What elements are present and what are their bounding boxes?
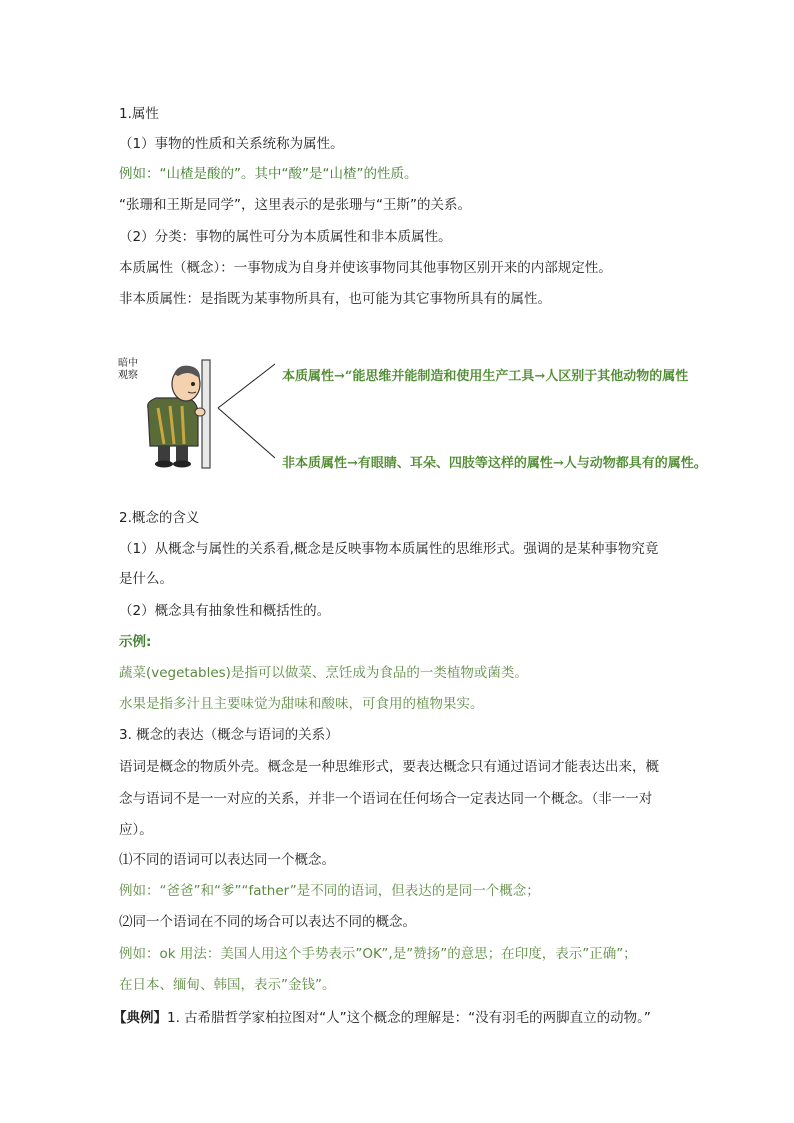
nonessential-attribute-note: 非本质属性→有眼睛、耳朵、四肢等这样的属性→人与动物都具有的属性。 (282, 456, 707, 471)
section-1-paragraph: 本质属性（概念）：一事物成为自身并使该事物同其他事物区别开来的内部规定性。 (119, 260, 612, 276)
section-3-paragraph: 应）。 (119, 822, 153, 838)
section-2-example-label: 示例: (119, 634, 152, 650)
section-1-example: 例如：“山楂是酸的”。其中“酸”是“山楂”的性质。 (119, 166, 418, 182)
section-3-paragraph: 念与语词不是一一对应的关系，并非一个语词在任何场合一定表达同一个概念。（非一一对 (119, 791, 653, 807)
section-2-example: 蔬菜(vegetables)是指可以做菜、烹饪成为食品的一类植物或菌类。 (119, 665, 528, 681)
section-3-example: 在日本、缅甸、韩国，表示”金钱”。 (119, 977, 336, 993)
section-3-paragraph: 语词是概念的物质外壳。概念是一种思维形式，要表达概念只有通过语词才能表达出来，概 (119, 759, 659, 775)
typical-example (113, 1008, 651, 1028)
essential-attribute-note: 本质属性→“能思维并能制造和使用生产工具→人区别于其他动物的属性 (282, 369, 689, 384)
section-3-paragraph: ⑴不同的语词可以表达同一个概念。 (119, 852, 335, 868)
section-3-example: 例如：“爸爸”和“爹”“father”是不同的语词，但表达的是同一个概念； (119, 883, 540, 899)
section-1-paragraph: 非本质属性：是指既为某事物所具有，也可能为其它事物所具有的属性。 (119, 291, 551, 307)
section-3-example: 例如：ok 用法：美国人用这个手势表示”OK”,是”赞扬”的意思；在印度，表示”正确”； (119, 946, 637, 962)
section-2-paragraph: 是什么。 (119, 571, 173, 587)
typical-example-tag: 【典例】 (113, 1010, 167, 1026)
bracket-lines (205, 350, 285, 470)
figure-caption: 暗中 观察 (118, 358, 138, 381)
section-2-heading: 2.概念的含义 (119, 510, 200, 526)
section-2-paragraph: （1）从概念与属性的关系看,概念是反映事物本质属性的思维形式。强调的是某种事物究竟 (119, 541, 659, 557)
typical-example-text: 1. 古希腊哲学家柏拉图对“人”这个概念的理解是：“没有羽毛的两脚直立的动物。” (167, 1010, 651, 1026)
section-2-paragraph: （2）概念具有抽象性和概括性的。 (119, 603, 331, 619)
section-2-example: 水果是指多汁且主要味觉为甜味和酸味，可食用的植物果实。 (119, 696, 484, 712)
section-3-paragraph: ⑵同一个语词在不同的场合可以表达不同的概念。 (119, 914, 416, 930)
cartoon-illustration (118, 358, 218, 468)
section-1-paragraph: “张珊和王斯是同学”，这里表示的是张珊与“王斯”的关系。 (119, 197, 471, 213)
section-1-paragraph: （2）分类：事物的属性可分为本质属性和非本质属性。 (119, 229, 452, 245)
section-1-heading: 1.属性 (119, 106, 159, 122)
section-1-paragraph: （1）事物的性质和关系统称为属性。 (119, 136, 344, 152)
section-3-heading: 3. 概念的表达（概念与语词的关系） (119, 727, 339, 743)
